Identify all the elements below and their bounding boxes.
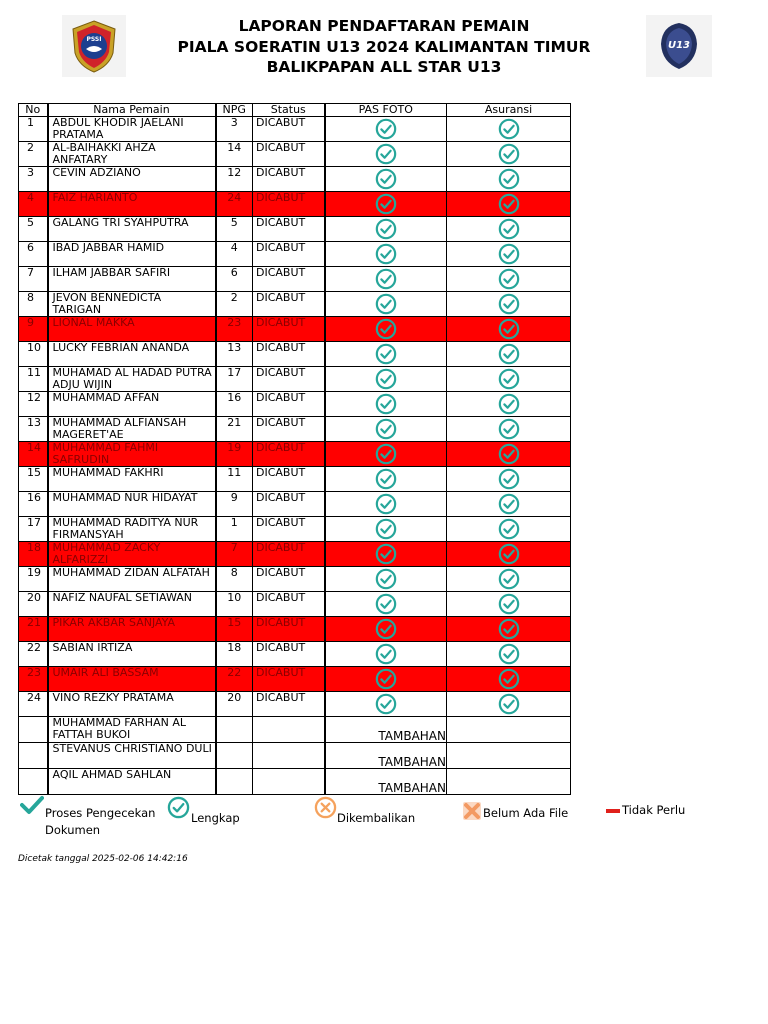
- insurance-status-cell: [447, 242, 571, 267]
- insurance-status-cell: [447, 417, 571, 442]
- legend-not-needed-label: Tidak Perlu: [622, 803, 686, 817]
- insurance-status-cell: [447, 342, 571, 367]
- table-row: [19, 117, 571, 142]
- player-name: FAIZ HARIANTO: [48, 192, 216, 217]
- u13-logo: [646, 15, 712, 77]
- row-number: 23: [19, 667, 48, 692]
- insurance-status-cell: [447, 367, 571, 392]
- check-circle-icon: [375, 393, 397, 415]
- insurance-status-cell: [447, 642, 571, 667]
- table-row: [19, 242, 571, 267]
- check-circle-icon: [375, 343, 397, 365]
- photo-status-cell: [325, 392, 447, 417]
- player-npg: 8: [216, 567, 253, 592]
- insurance-empty: [447, 717, 571, 743]
- tournament-title: PIALA SOERATIN U13 2024 KALIMANTAN TIMUR: [177, 37, 591, 56]
- player-name: IBAD JABBAR HAMID: [48, 242, 216, 267]
- row-number-empty: [19, 743, 48, 769]
- player-npg: 5: [216, 217, 253, 242]
- player-status: DICABUT: [253, 117, 325, 142]
- player-npg: 19: [216, 442, 253, 467]
- check-circle-icon: [498, 668, 520, 690]
- check-circle-icon: [375, 693, 397, 715]
- insurance-status-cell: [447, 442, 571, 467]
- player-status: DICABUT: [253, 267, 325, 292]
- header-npg: NPG: [216, 104, 253, 117]
- row-number: 11: [19, 367, 48, 392]
- row-number: 21: [19, 617, 48, 642]
- check-circle-icon: [375, 168, 397, 190]
- row-number-empty: [19, 769, 48, 795]
- row-number: 10: [19, 342, 48, 367]
- check-circle-icon: [375, 143, 397, 165]
- player-name: MUHAMMAD ZACKY ALFARIZZI: [48, 542, 216, 567]
- check-circle-icon: [498, 693, 520, 715]
- table-row: [19, 467, 571, 492]
- player-status: DICABUT: [253, 367, 325, 392]
- player-name: MUHAMAD AL HADAD PUTRA ADJU WIJIN: [48, 367, 216, 392]
- player-status: DICABUT: [253, 392, 325, 417]
- player-name: JEVON BENNEDICTA TARIGAN: [48, 292, 216, 317]
- header-status: Status: [253, 104, 325, 117]
- check-circle-icon: [498, 393, 520, 415]
- player-status: DICABUT: [253, 542, 325, 567]
- player-name: AL-BAIHAKKI AHZA ANFATARY: [48, 142, 216, 167]
- table-row: [19, 667, 571, 692]
- player-npg: 16: [216, 392, 253, 417]
- table-row: [19, 367, 571, 392]
- table-row: [19, 617, 571, 642]
- check-circle-icon: [375, 643, 397, 665]
- player-status: DICABUT: [253, 517, 325, 542]
- table-row: [19, 192, 571, 217]
- player-status: DICABUT: [253, 317, 325, 342]
- player-name: MUHAMMAD ALFIANSAH MAGERET'AE: [48, 417, 216, 442]
- player-status: DICABUT: [253, 642, 325, 667]
- player-npg: 3: [216, 117, 253, 142]
- player-npg: 23: [216, 317, 253, 342]
- photo-status-cell: [325, 617, 447, 642]
- player-status: DICABUT: [253, 217, 325, 242]
- photo-status-cell: [325, 692, 447, 717]
- check-circle-icon: [375, 568, 397, 590]
- table-row: [19, 542, 571, 567]
- table-row: [19, 692, 571, 717]
- photo-status-cell: [325, 467, 447, 492]
- photo-status-cell: [325, 592, 447, 617]
- player-npg: 11: [216, 467, 253, 492]
- check-circle-icon: [498, 118, 520, 140]
- header-name: Nama Pemain: [48, 104, 216, 117]
- check-circle-icon: [498, 293, 520, 315]
- player-npg: 14: [216, 142, 253, 167]
- photo-status-cell: [325, 542, 447, 567]
- photo-status-cell: [325, 492, 447, 517]
- player-rows: [19, 117, 571, 795]
- no-file-x-icon: [462, 801, 482, 825]
- row-number: 3: [19, 167, 48, 192]
- player-status: DICABUT: [253, 667, 325, 692]
- player-name: ABDUL KHODIR JAELANI PRATAMA: [48, 117, 216, 142]
- additional-note: TAMBAHAN: [325, 743, 447, 769]
- player-status: DICABUT: [253, 617, 325, 642]
- player-status: DICABUT: [253, 417, 325, 442]
- player-name: VINO REZKY PRATAMA: [48, 692, 216, 717]
- player-status: DICABUT: [253, 442, 325, 467]
- row-number: 24: [19, 692, 48, 717]
- player-status: DICABUT: [253, 567, 325, 592]
- insurance-status-cell: [447, 167, 571, 192]
- check-circle-icon: [375, 443, 397, 465]
- legend-processing-label: Proses Pengecekan Dokumen: [45, 806, 156, 837]
- player-name: GALANG TRI SYAHPUTRA: [48, 217, 216, 242]
- insurance-status-cell: [447, 292, 571, 317]
- player-status: DICABUT: [253, 342, 325, 367]
- player-status-empty: [253, 717, 325, 743]
- insurance-status-cell: [447, 317, 571, 342]
- insurance-status-cell: [447, 467, 571, 492]
- insurance-status-cell: [447, 117, 571, 142]
- photo-status-cell: [325, 342, 447, 367]
- table-row: [19, 567, 571, 592]
- additional-note: TAMBAHAN: [325, 717, 447, 743]
- player-status: DICABUT: [253, 592, 325, 617]
- pssi-logo-text: PSSI: [86, 36, 102, 43]
- table-row: [19, 267, 571, 292]
- players-table: [18, 103, 571, 795]
- row-number: 15: [19, 467, 48, 492]
- row-number: 12: [19, 392, 48, 417]
- player-status: DICABUT: [253, 467, 325, 492]
- check-circle-icon: [375, 118, 397, 140]
- insurance-status-cell: [447, 667, 571, 692]
- table-row: [19, 392, 571, 417]
- player-npg: 10: [216, 592, 253, 617]
- row-number: 4: [19, 192, 48, 217]
- check-circle-icon: [375, 293, 397, 315]
- check-circle-icon: [375, 243, 397, 265]
- check-circle-icon: [498, 643, 520, 665]
- row-number: 19: [19, 567, 48, 592]
- row-number: 1: [19, 117, 48, 142]
- u13-logo-text: U13: [667, 40, 691, 51]
- row-number: 9: [19, 317, 48, 342]
- player-name: ILHAM JABBAR SAFIRI: [48, 267, 216, 292]
- legend-returned-label: Dikembalikan: [337, 811, 416, 825]
- photo-status-cell: [325, 367, 447, 392]
- photo-status-cell: [325, 667, 447, 692]
- photo-status-cell: [325, 442, 447, 467]
- insurance-empty: [447, 743, 571, 769]
- player-name: MUHAMMAD NUR HIDAYAT: [48, 492, 216, 517]
- pssi-logo: [62, 15, 126, 77]
- table-row: [19, 167, 571, 192]
- returned-x-circle-icon: [314, 796, 337, 823]
- insurance-status-cell: [447, 217, 571, 242]
- not-needed-dash-icon: [606, 799, 620, 818]
- table-row: [19, 492, 571, 517]
- check-circle-icon: [375, 368, 397, 390]
- check-circle-icon: [498, 543, 520, 565]
- photo-status-cell: [325, 642, 447, 667]
- player-npg-empty: [216, 743, 253, 769]
- check-circle-icon: [498, 618, 520, 640]
- printed-timestamp: Dicetak tanggal 2025-02-06 14:42:16: [18, 854, 188, 864]
- player-name: MUHAMMAD ZIDAN ALFATAH: [48, 567, 216, 592]
- photo-status-cell: [325, 567, 447, 592]
- photo-status-cell: [325, 267, 447, 292]
- row-number: 7: [19, 267, 48, 292]
- table-row: [19, 142, 571, 167]
- player-npg: 13: [216, 342, 253, 367]
- row-number: 17: [19, 517, 48, 542]
- check-circle-icon: [375, 543, 397, 565]
- insurance-status-cell: [447, 192, 571, 217]
- player-name: LUCKY FEBRIAN ANANDA: [48, 342, 216, 367]
- table-row: [19, 517, 571, 542]
- player-status: DICABUT: [253, 242, 325, 267]
- insurance-status-cell: [447, 542, 571, 567]
- row-number: 2: [19, 142, 48, 167]
- insurance-status-cell: [447, 142, 571, 167]
- player-npg: 20: [216, 692, 253, 717]
- complete-check-circle-icon: [167, 796, 190, 823]
- table-row: [19, 292, 571, 317]
- insurance-status-cell: [447, 492, 571, 517]
- check-circle-icon: [498, 468, 520, 490]
- insurance-status-cell: [447, 517, 571, 542]
- check-circle-icon: [375, 468, 397, 490]
- player-name: STEVANUS CHRISTIANO DULI: [48, 743, 216, 769]
- check-circle-icon: [498, 493, 520, 515]
- player-npg: 21: [216, 417, 253, 442]
- player-npg: 17: [216, 367, 253, 392]
- check-circle-icon: [375, 418, 397, 440]
- table-row-extra: [19, 769, 571, 795]
- team-title: BALIKPAPAN ALL STAR U13: [266, 58, 502, 76]
- player-status-empty: [253, 743, 325, 769]
- check-circle-icon: [375, 268, 397, 290]
- player-npg: 9: [216, 492, 253, 517]
- legend-no-file-label: Belum Ada File: [483, 806, 569, 820]
- insurance-status-cell: [447, 567, 571, 592]
- table-row: [19, 317, 571, 342]
- player-npg: 6: [216, 267, 253, 292]
- check-circle-icon: [498, 193, 520, 215]
- row-number: 22: [19, 642, 48, 667]
- check-circle-icon: [498, 268, 520, 290]
- player-name: NAFIZ NAUFAL SETIAWAN: [48, 592, 216, 617]
- check-circle-icon: [498, 443, 520, 465]
- player-name: MUHAMMAD FAKHRI: [48, 467, 216, 492]
- header-insurance: Asuransi: [447, 104, 571, 117]
- check-circle-icon: [375, 668, 397, 690]
- player-npg-empty: [216, 717, 253, 743]
- processing-check-icon: [20, 795, 44, 819]
- player-status: DICABUT: [253, 167, 325, 192]
- insurance-empty: [447, 769, 571, 795]
- table-row: [19, 442, 571, 467]
- player-status: DICABUT: [253, 492, 325, 517]
- table-row: [19, 342, 571, 367]
- player-npg: 24: [216, 192, 253, 217]
- player-status-empty: [253, 769, 325, 795]
- table-row-extra: [19, 717, 571, 743]
- row-number: 8: [19, 292, 48, 317]
- player-status: DICABUT: [253, 292, 325, 317]
- photo-status-cell: [325, 142, 447, 167]
- check-circle-icon: [498, 518, 520, 540]
- player-name: PIKAR AKBAR SANJAYA: [48, 617, 216, 642]
- table-row: [19, 592, 571, 617]
- insurance-status-cell: [447, 617, 571, 642]
- photo-status-cell: [325, 117, 447, 142]
- check-circle-icon: [498, 243, 520, 265]
- check-circle-icon: [498, 318, 520, 340]
- row-number: 14: [19, 442, 48, 467]
- check-circle-icon: [498, 343, 520, 365]
- report-header: [150, 16, 618, 78]
- photo-status-cell: [325, 317, 447, 342]
- check-circle-icon: [375, 318, 397, 340]
- photo-status-cell: [325, 417, 447, 442]
- insurance-status-cell: [447, 267, 571, 292]
- photo-status-cell: [325, 217, 447, 242]
- row-number: 18: [19, 542, 48, 567]
- legend-complete-label: Lengkap: [191, 811, 240, 825]
- player-name: AQIL AHMAD SAHLAN: [48, 769, 216, 795]
- player-name: LIONAL MAKKA: [48, 317, 216, 342]
- player-name: UMAIR ALI BASSAM: [48, 667, 216, 692]
- check-circle-icon: [375, 218, 397, 240]
- photo-status-cell: [325, 292, 447, 317]
- table-row: [19, 417, 571, 442]
- player-npg-empty: [216, 769, 253, 795]
- player-name: MUHAMMAD RADITYA NUR FIRMANSYAH: [48, 517, 216, 542]
- row-number-empty: [19, 717, 48, 743]
- check-circle-icon: [498, 218, 520, 240]
- check-circle-icon: [498, 368, 520, 390]
- header-no: No: [19, 104, 48, 117]
- table-row: [19, 642, 571, 667]
- header-photo: PAS FOTO: [325, 104, 447, 117]
- player-status: DICABUT: [253, 692, 325, 717]
- check-circle-icon: [498, 168, 520, 190]
- photo-status-cell: [325, 192, 447, 217]
- player-name: MUHAMMAD AFFAN: [48, 392, 216, 417]
- report-title: LAPORAN PENDAFTARAN PEMAIN: [238, 17, 530, 35]
- player-npg: 2: [216, 292, 253, 317]
- additional-note: TAMBAHAN: [325, 769, 447, 795]
- player-npg: 12: [216, 167, 253, 192]
- check-circle-icon: [375, 593, 397, 615]
- player-npg: 18: [216, 642, 253, 667]
- player-npg: 4: [216, 242, 253, 267]
- photo-status-cell: [325, 242, 447, 267]
- check-circle-icon: [498, 568, 520, 590]
- row-number: 13: [19, 417, 48, 442]
- photo-status-cell: [325, 167, 447, 192]
- player-status: DICABUT: [253, 142, 325, 167]
- player-name: MUHAMMAD FARHAN AL FATTAH BUKOI: [48, 717, 216, 743]
- check-circle-icon: [375, 193, 397, 215]
- row-number: 16: [19, 492, 48, 517]
- check-circle-icon: [498, 593, 520, 615]
- player-npg: 15: [216, 617, 253, 642]
- check-circle-icon: [375, 493, 397, 515]
- insurance-status-cell: [447, 692, 571, 717]
- table-header-row: [19, 104, 571, 117]
- table-row: [19, 217, 571, 242]
- check-circle-icon: [498, 143, 520, 165]
- insurance-status-cell: [447, 592, 571, 617]
- player-status: DICABUT: [253, 192, 325, 217]
- photo-status-cell: [325, 517, 447, 542]
- row-number: 5: [19, 217, 48, 242]
- check-circle-icon: [498, 418, 520, 440]
- row-number: 6: [19, 242, 48, 267]
- player-npg: 22: [216, 667, 253, 692]
- table-row-extra: [19, 743, 571, 769]
- check-circle-icon: [375, 618, 397, 640]
- insurance-status-cell: [447, 392, 571, 417]
- player-name: MUHAMMAD FAHMI SAFRUDIN: [48, 442, 216, 467]
- row-number: 20: [19, 592, 48, 617]
- player-npg: 1: [216, 517, 253, 542]
- player-npg: 7: [216, 542, 253, 567]
- player-name: SABIAN IRTIZA: [48, 642, 216, 667]
- check-circle-icon: [375, 518, 397, 540]
- player-name: CEVIN ADZIANO: [48, 167, 216, 192]
